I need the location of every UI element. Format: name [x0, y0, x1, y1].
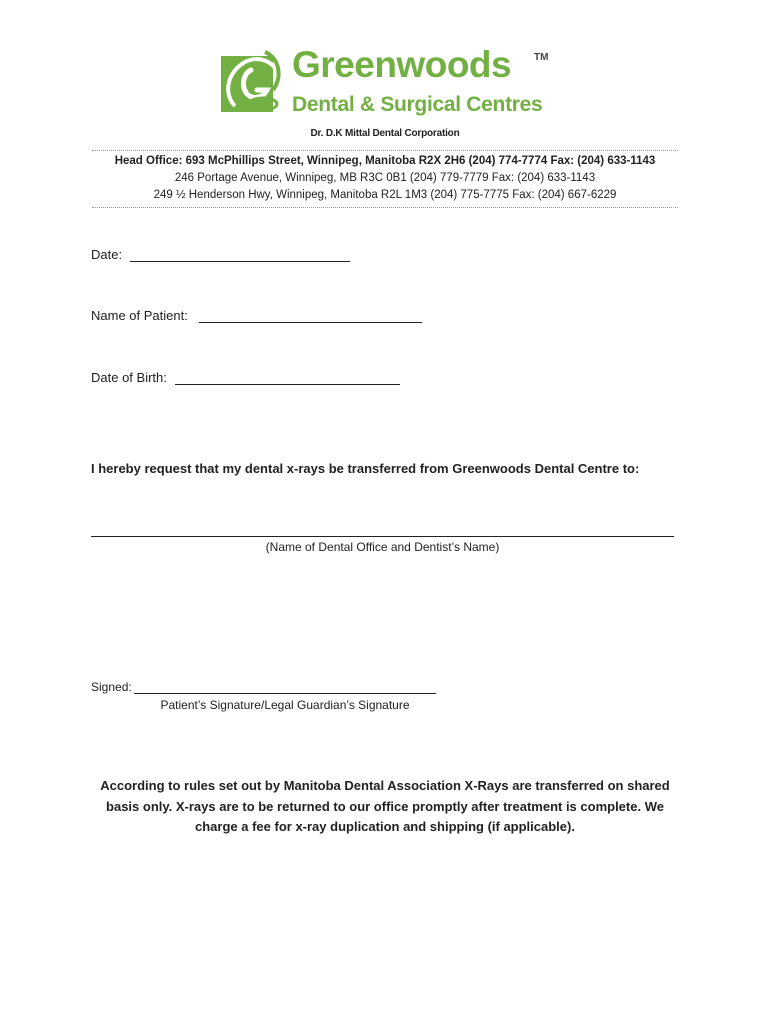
notice-line-1: According to rules set out by Manitoba Dental Association X-Rays are transferred on shared	[100, 778, 670, 793]
head-office-address: Head Office: 693 McPhillips Street, Winnipeg, Manitoba R2X 2H6 (204) 774-7774 Fax: (204) 633-1143	[114, 155, 656, 167]
trademark-symbol: TM	[534, 52, 549, 63]
signature-field-line[interactable]	[134, 693, 436, 694]
henderson-address: 249 ½ Henderson Hwy, Winnipeg, Manitoba R2L 1M3 (204) 775-7775 Fax: (204) 667-6229	[153, 189, 617, 201]
header-divider-top	[92, 150, 678, 151]
signed-label: Signed:	[91, 680, 132, 694]
corporation-name: Dr. D.K Mittal Dental Corporation	[310, 128, 460, 139]
date-of-birth-label: Date of Birth:	[91, 370, 167, 385]
notice-line-3: charge a fee for x-ray duplication and shipping (if applicable).	[195, 819, 575, 834]
date-of-birth-field-line[interactable]	[175, 384, 400, 385]
transfer-request-statement: I hereby request that my dental x-rays be transferred from Greenwoods Dental Centre to:	[91, 461, 640, 476]
portage-address: 246 Portage Avenue, Winnipeg, MB R3C 0B1 (204) 779-7779 Fax: (204) 633-1143	[174, 172, 596, 184]
brand-name: Greenwoods	[292, 44, 512, 85]
brand-subtitle: Dental & Surgical Centres	[292, 93, 543, 116]
xray-policy-notice	[80, 776, 690, 838]
notice-line-2: basis only. X-rays are to be returned to our office promptly after treatment is complete. We	[106, 798, 664, 814]
date-field-line[interactable]	[130, 261, 350, 262]
patient-name-label: Name of Patient:	[91, 308, 188, 323]
dental-office-caption: (Name of Dental Office and Dentist’s Name)	[265, 540, 500, 554]
header-divider-bottom	[92, 207, 678, 208]
signature-caption: Patient’s Signature/Legal Guardian’s Signature	[160, 698, 410, 712]
date-label: Date:	[91, 247, 123, 262]
dental-office-field-line[interactable]	[91, 536, 674, 537]
patient-name-field-line[interactable]	[199, 322, 422, 323]
greenwoods-logo-icon	[221, 50, 285, 114]
